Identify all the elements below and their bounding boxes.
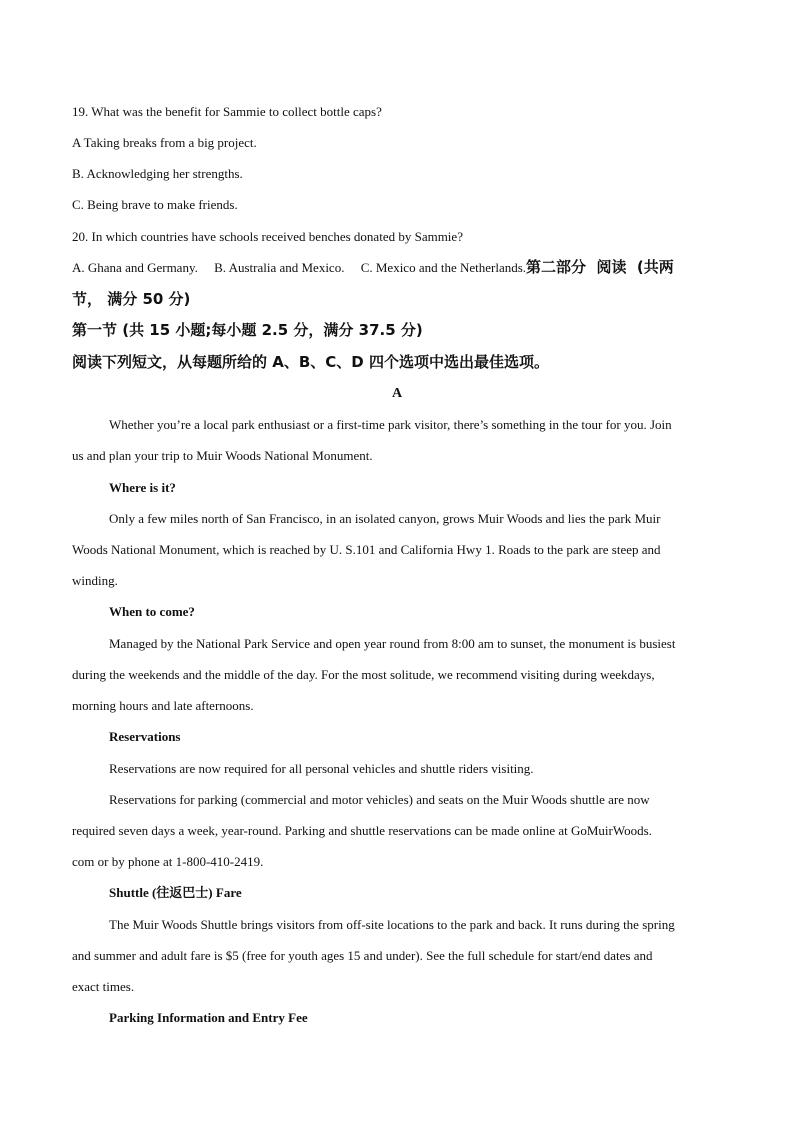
reservations-line-2: Reservations for parking (commercial and motor vehicles) and seats on the Muir Woods shuttle are now	[109, 792, 650, 807]
question-19-option-b: B. Acknowledging her strengths.	[72, 166, 243, 181]
reading-instruction: 阅读下列短文，从每题所给的 A、B、C、D 四个选项中选出最佳选项。	[72, 353, 549, 371]
reservations-line-3: required seven days a week, year-round. Parking and shuttle reservations can be made online at GoMuirWoods.	[72, 823, 652, 838]
when-heading: When to come?	[109, 604, 195, 619]
when-line-1: Managed by the National Park Service and open year round from 8:00 am to sunset, the monument is busiest	[109, 636, 676, 651]
part-two-heading-end: 节， 满分 50 分)	[72, 290, 191, 308]
shuttle-line-3: exact times.	[72, 979, 135, 994]
question-19-option-a: A Taking breaks from a big project.	[72, 135, 257, 150]
section-one-heading: 第一节 (共 15 小题;每小题 2.5 分，满分 37.5 分)	[72, 321, 423, 339]
intro-line-1: Whether you’re a local park enthusiast or a first-time park visitor, there’s something in the tour for you. Join	[109, 417, 672, 432]
shuttle-heading: Shuttle (往返巴士) Fare	[109, 885, 242, 900]
passage-label: A	[391, 386, 403, 401]
where-heading: Where is it?	[109, 480, 176, 495]
reservations-heading: Reservations	[109, 729, 181, 744]
question-19-stem: 19. What was the benefit for Sammie to collect bottle caps?	[72, 104, 382, 119]
where-line-3: winding.	[72, 573, 118, 588]
when-line-2: during the weekends and the middle of the day. For the most solitude, we recommend visiting during weekdays,	[72, 667, 655, 682]
question-20-options-line	[72, 259, 674, 276]
where-line-1: Only a few miles north of San Francisco, in an isolated canyon, grows Muir Woods and lies the park Muir	[109, 511, 661, 526]
question-19-option-c: C. Being brave to make friends.	[72, 197, 238, 212]
reservations-line-4: com or by phone at 1-800-410-2419.	[72, 854, 264, 869]
shuttle-line-2: and summer and adult fare is $5 (free for youth ages 15 and under). See the full schedule for start/end dates and	[72, 948, 653, 963]
part-two-heading-start: 第二部分 阅读 (共两	[526, 258, 674, 276]
shuttle-line-1: The Muir Woods Shuttle brings visitors from off-site locations to the park and back. It runs during the spring	[109, 917, 675, 932]
reservations-line-1: Reservations are now required for all personal vehicles and shuttle riders visiting.	[109, 761, 534, 776]
intro-line-2: us and plan your trip to Muir Woods National Monument.	[72, 448, 373, 463]
where-line-2: Woods National Monument, which is reached by U. S.101 and California Hwy 1. Roads to the park are steep and	[72, 542, 661, 557]
when-line-3: morning hours and late afternoons.	[72, 698, 254, 713]
question-20-options: A. Ghana and Germany. B. Australia and Mexico. C. Mexico and the Netherlands.	[72, 260, 527, 275]
question-20-stem: 20. In which countries have schools received benches donated by Sammie?	[72, 229, 463, 244]
parking-heading: Parking Information and Entry Fee	[109, 1010, 308, 1025]
